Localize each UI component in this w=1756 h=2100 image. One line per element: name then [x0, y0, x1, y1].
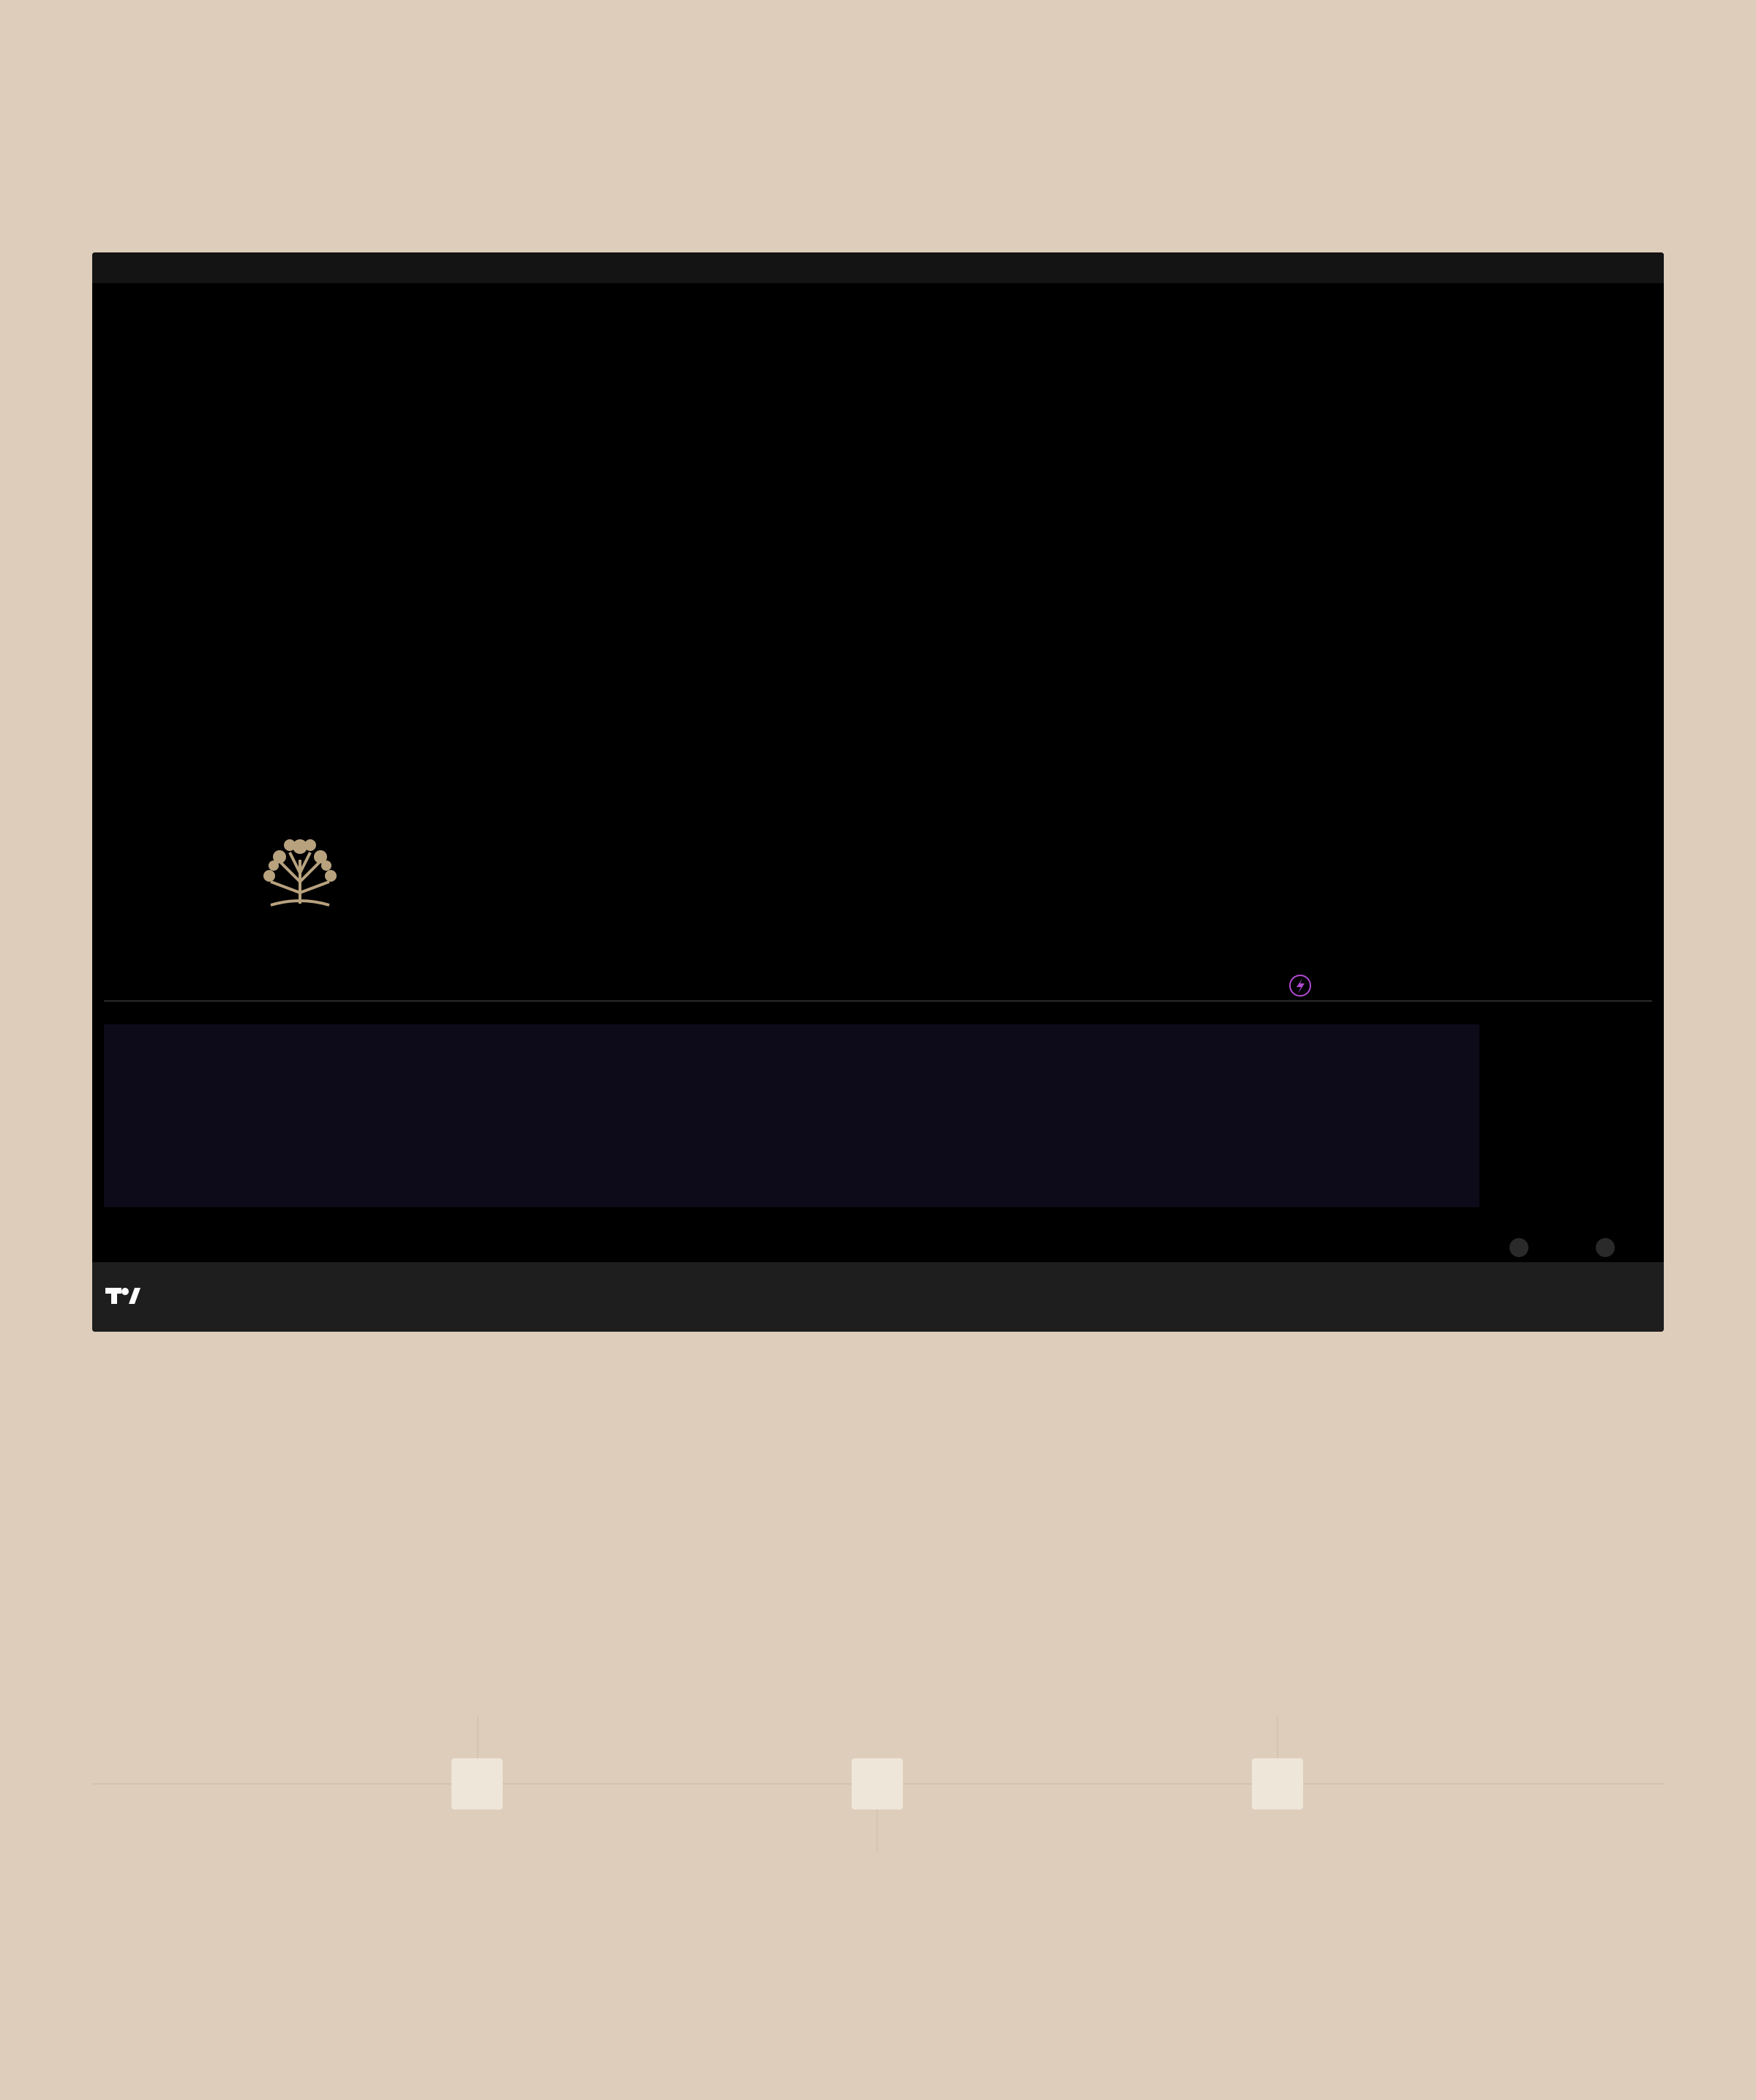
timeline-connector-1 — [477, 1716, 479, 1758]
section-3 — [915, 1489, 1643, 1501]
timeline-connector-2 — [877, 1809, 878, 1853]
timeline-badge-2 — [852, 1758, 903, 1810]
section-2 — [512, 1870, 1244, 1881]
timeline-badge-1 — [451, 1758, 503, 1810]
timeline-badge-3 — [1252, 1758, 1303, 1810]
chart-card — [92, 252, 1664, 1332]
section-1 — [113, 1489, 841, 1501]
timeline-connector-3 — [1277, 1716, 1278, 1758]
pane-letter-b[interactable] — [1596, 1238, 1615, 1257]
pane-letter-a[interactable] — [1509, 1238, 1528, 1257]
tradingview-chart[interactable] — [92, 252, 1664, 1332]
